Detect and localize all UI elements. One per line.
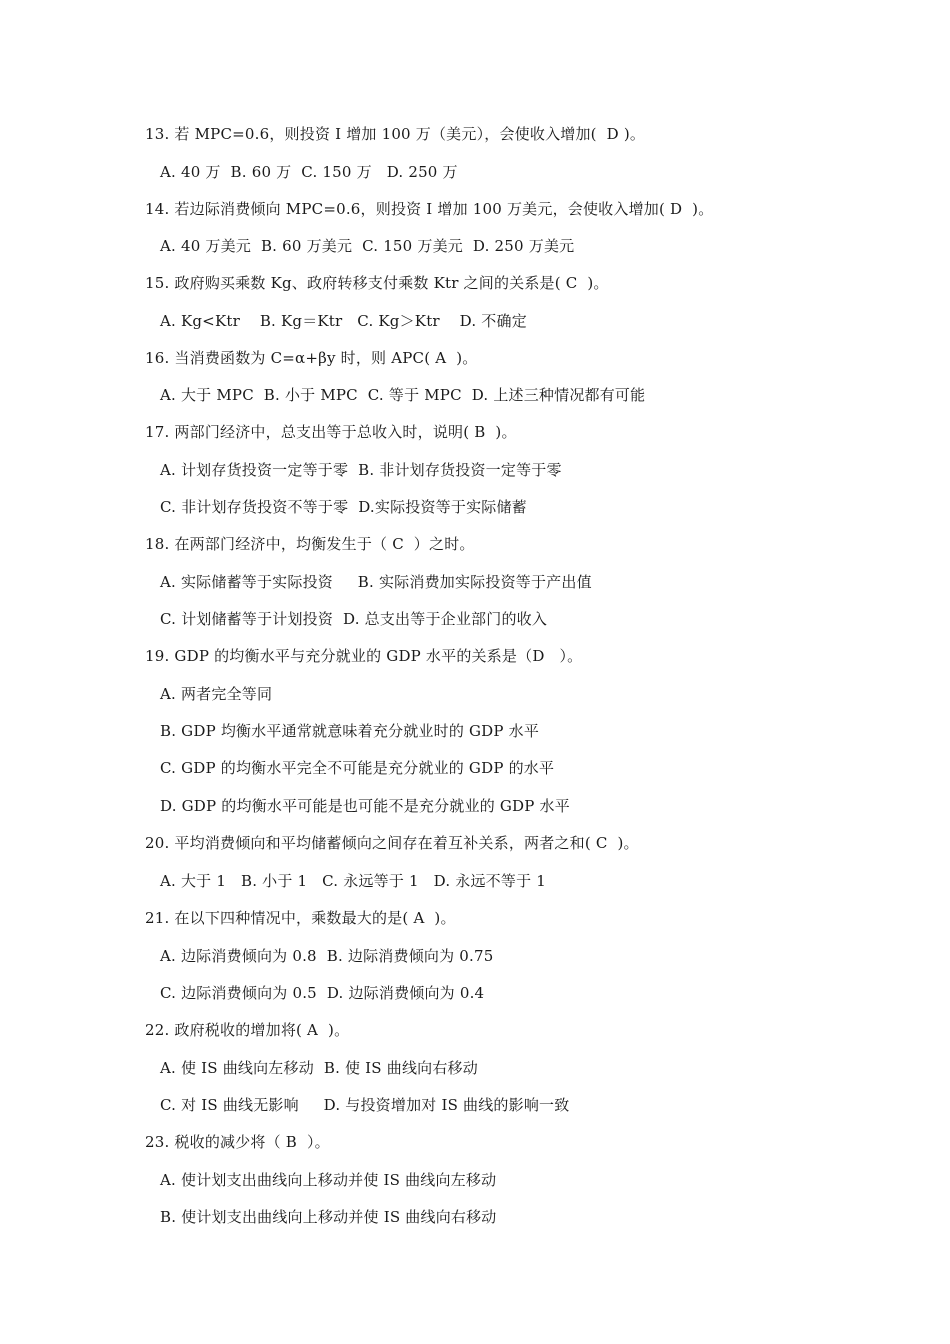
option-19-d: D. GDP 的均衡水平可能是也可能不是充分就业的 GDP 水平	[160, 797, 570, 815]
question-14: 14. 若边际消费倾向 MPC=0.6，则投资 I 增加 100 万美元，会使收入增加( D )。	[145, 200, 714, 218]
question-18: 18. 在两部门经济中，均衡发生于（ C ）之时。	[145, 535, 475, 553]
question-13: 13. 若 MPC=0.6，则投资 I 增加 100 万（美元），会使收入增加( D )。	[145, 125, 646, 143]
options-18-ab: A. 实际储蓄等于实际投资 B. 实际消费加实际投资等于产出值	[160, 573, 592, 591]
options-18-cd: C. 计划储蓄等于计划投资 D. 总支出等于企业部门的收入	[160, 610, 548, 628]
options-22-cd: C. 对 IS 曲线无影响 D. 与投资增加对 IS 曲线的影响一致	[160, 1096, 570, 1114]
options-17-ab: A. 计划存货投资一定等于零 B. 非计划存货投资一定等于零	[160, 461, 562, 479]
question-20: 20. 平均消费倾向和平均储蓄倾向之间存在着互补关系，两者之和( C )。	[145, 834, 639, 852]
options-13: A. 40 万 B. 60 万 C. 150 万 D. 250 万	[160, 163, 458, 181]
question-15: 15. 政府购买乘数 Kg、政府转移支付乘数 Ktr 之间的关系是( C )。	[145, 274, 609, 292]
options-20: A. 大于 1 B. 小于 1 C. 永远等于 1 D. 永远不等于 1	[160, 872, 546, 890]
question-17: 17. 两部门经济中，总支出等于总收入时，说明( B )。	[145, 423, 517, 441]
option-19-c: C. GDP 的均衡水平完全不可能是充分就业的 GDP 的水平	[160, 759, 555, 777]
option-19-a: A. 两者完全等同	[160, 685, 273, 703]
option-23-b: B. 使计划支出曲线向上移动并使 IS 曲线向右移动	[160, 1208, 497, 1226]
options-22-ab: A. 使 IS 曲线向左移动 B. 使 IS 曲线向右移动	[160, 1059, 478, 1077]
question-23: 23. 税收的减少将（ B ）。	[145, 1133, 330, 1151]
option-23-a: A. 使计划支出曲线向上移动并使 IS 曲线向左移动	[160, 1171, 497, 1189]
options-16: A. 大于 MPC B. 小于 MPC C. 等于 MPC D. 上述三种情况都有可能	[160, 386, 646, 404]
options-14: A. 40 万美元 B. 60 万美元 C. 150 万美元 D. 250 万美元	[160, 237, 575, 255]
question-21: 21. 在以下四种情况中，乘数最大的是( A )。	[145, 909, 456, 927]
question-16: 16. 当消费函数为 C=α+βy 时，则 APC( A )。	[145, 349, 478, 367]
option-19-b: B. GDP 均衡水平通常就意味着充分就业时的 GDP 水平	[160, 722, 540, 740]
options-21-ab: A. 边际消费倾向为 0.8 B. 边际消费倾向为 0.75	[160, 947, 494, 965]
options-15: A. Kg<Ktr B. Kg＝Ktr C. Kg＞Ktr D. 不确定	[160, 312, 527, 330]
options-21-cd: C. 边际消费倾向为 0.5 D. 边际消费倾向为 0.4	[160, 984, 485, 1002]
question-22: 22. 政府税收的增加将( A )。	[145, 1021, 350, 1039]
question-19: 19. GDP 的均衡水平与充分就业的 GDP 水平的关系是（D ）。	[145, 647, 583, 665]
options-17-cd: C. 非计划存货投资不等于零 D.实际投资等于实际储蓄	[160, 498, 527, 516]
